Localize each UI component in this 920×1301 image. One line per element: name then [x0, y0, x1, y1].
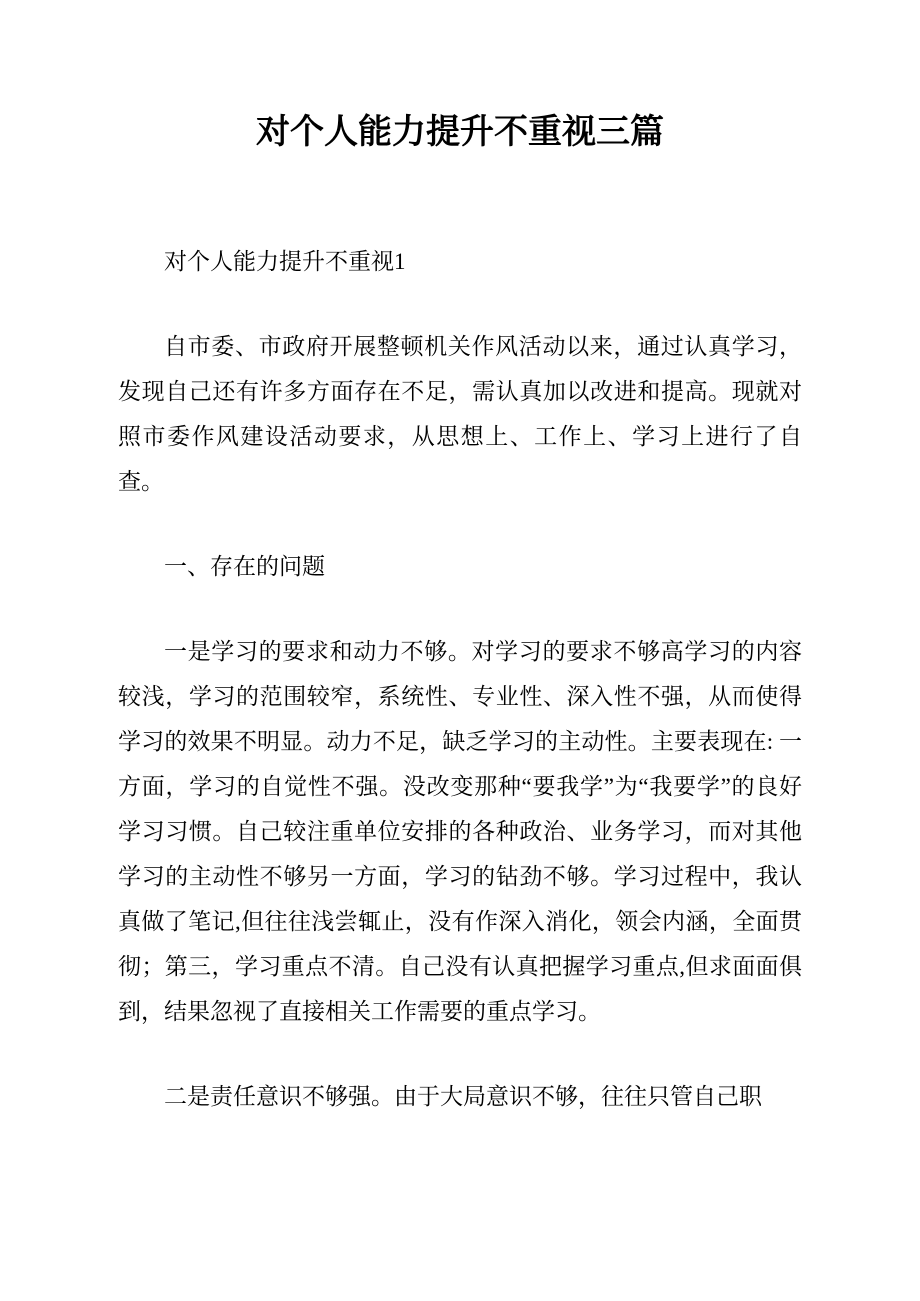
paragraph-point-one: 一是学习的要求和动力不够。对学习的要求不够高学习的内容较浅，学习的范围较窄，系统性、专业性、深入性不强，从而使得学习的效果不明显。动力不足，缺乏学习的主动性。主要表现在: 一方面，学习的自觉性不强。没改变那种“要我学”为“我要学”的良好学习习惯。自己较注重单位安排的各种政治、业务学习，而对其他学习的主动性不够另一方面，学习的钻劲不够。学习过程中，我认真做了笔记,但往往浅尝辄止，没有作深入消化，领会内涵，全面贯彻；第三，学习重点不清。自己没有认真把握学习重点,但求面面俱到，结果忽视了直接相关工作需要的重点学习。 — [118, 639, 802, 1025]
document-title: 对个人能力提升不重视三篇 — [256, 113, 664, 151]
paragraph-point-two: 二是责任意识不够强。由于大局意识不够，往往只管自己职 — [164, 1084, 762, 1110]
section-subtitle: 对个人能力提升不重视1 — [164, 249, 406, 275]
section-heading-problems: 一、存在的问题 — [164, 554, 325, 580]
paragraph-intro: 自市委、市政府开展整顿机关作风活动以来，通过认真学习，发现自己还有许多方面存在不足，需认真加以改进和提高。现就对照市委作风建设活动要求，从思想上、工作上、学习上进行了自查。 — [118, 334, 802, 495]
document-body — [118, 239, 802, 1119]
